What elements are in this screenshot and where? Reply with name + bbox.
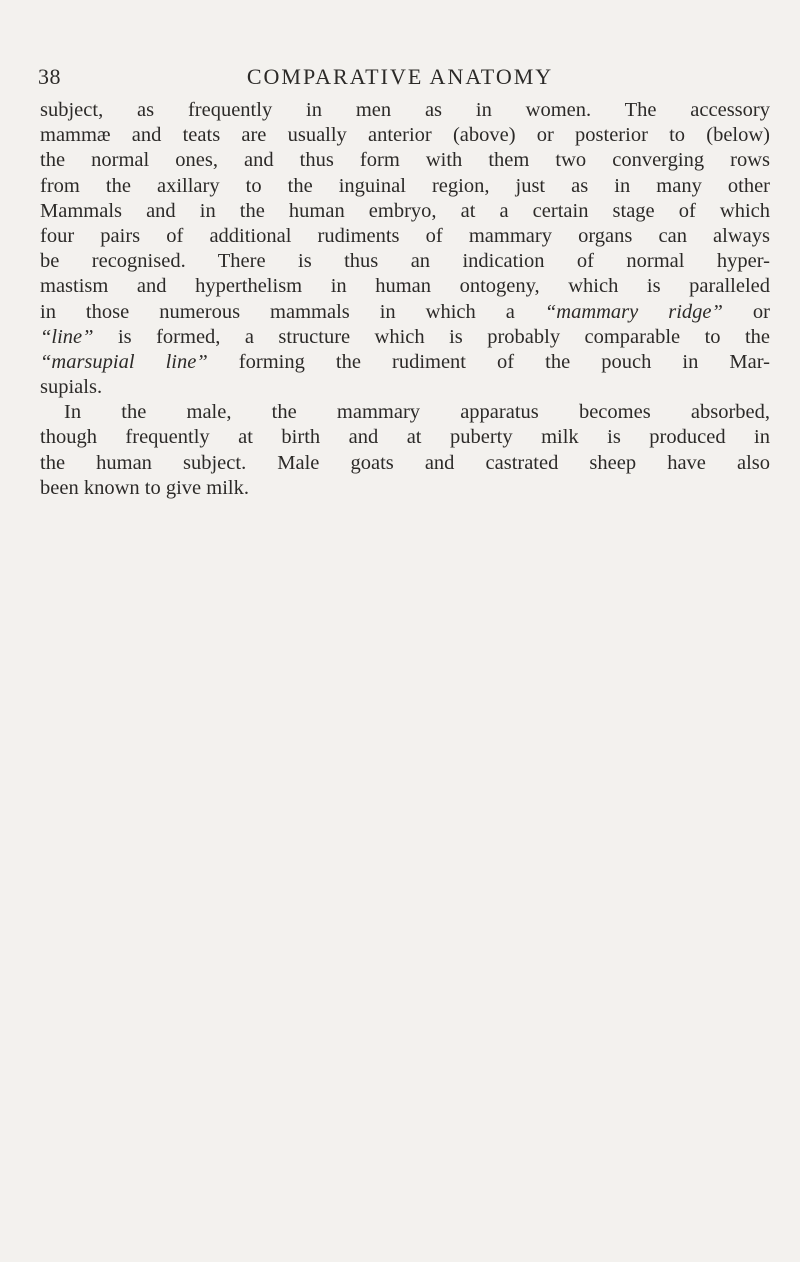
text-line: [40, 350, 770, 375]
text-line: the normal ones, and thus form with them two converging rows: [40, 149, 770, 172]
body-text: [40, 98, 770, 501]
text-line: In the male, the mammary apparatus becomes absorbed,: [64, 401, 770, 424]
text-line: Mammals and in the human embryo, at a certain stage of which: [40, 199, 770, 222]
text-run: or: [722, 300, 770, 323]
text-run: is formed, a structure which is probably comparable to the: [93, 325, 770, 348]
text-line: [40, 325, 770, 350]
text-line: from the axillary to the inguinal region, just as in many other: [40, 174, 770, 197]
text-line: mammæ and teats are usually anterior (above) or posterior to (below): [40, 124, 770, 147]
text-line: subject, as frequently in men as in women. The accessory: [40, 99, 770, 121]
text-line: though frequently at birth and at puberty milk is produced in: [40, 426, 770, 449]
text-line: been known to give milk.: [40, 476, 249, 499]
text-line: mastism and hyperthelism in human ontogeny, which is paralleled: [40, 275, 770, 298]
running-head: COMPARATIVE ANATOMY: [246, 64, 554, 89]
italic-term-line: “line”: [40, 325, 94, 348]
text-run: in those numerous mammals in which a: [40, 300, 545, 323]
page-number: 38: [38, 64, 61, 89]
text-line: supials.: [40, 376, 103, 399]
text-line: be recognised. There is thus an indication of normal hyper-: [40, 250, 770, 273]
text-line: the human subject. Male goats and castrated sheep have also: [40, 451, 770, 474]
italic-term-marsupial-line: “marsupial line”: [40, 350, 208, 373]
text-line: four pairs of additional rudiments of mammary organs can always: [40, 224, 770, 247]
text-line: [40, 300, 770, 325]
text-run: forming the rudiment of the pouch in Mar-: [207, 350, 770, 373]
italic-term-mammary-ridge: “mammary ridge”: [544, 300, 723, 323]
